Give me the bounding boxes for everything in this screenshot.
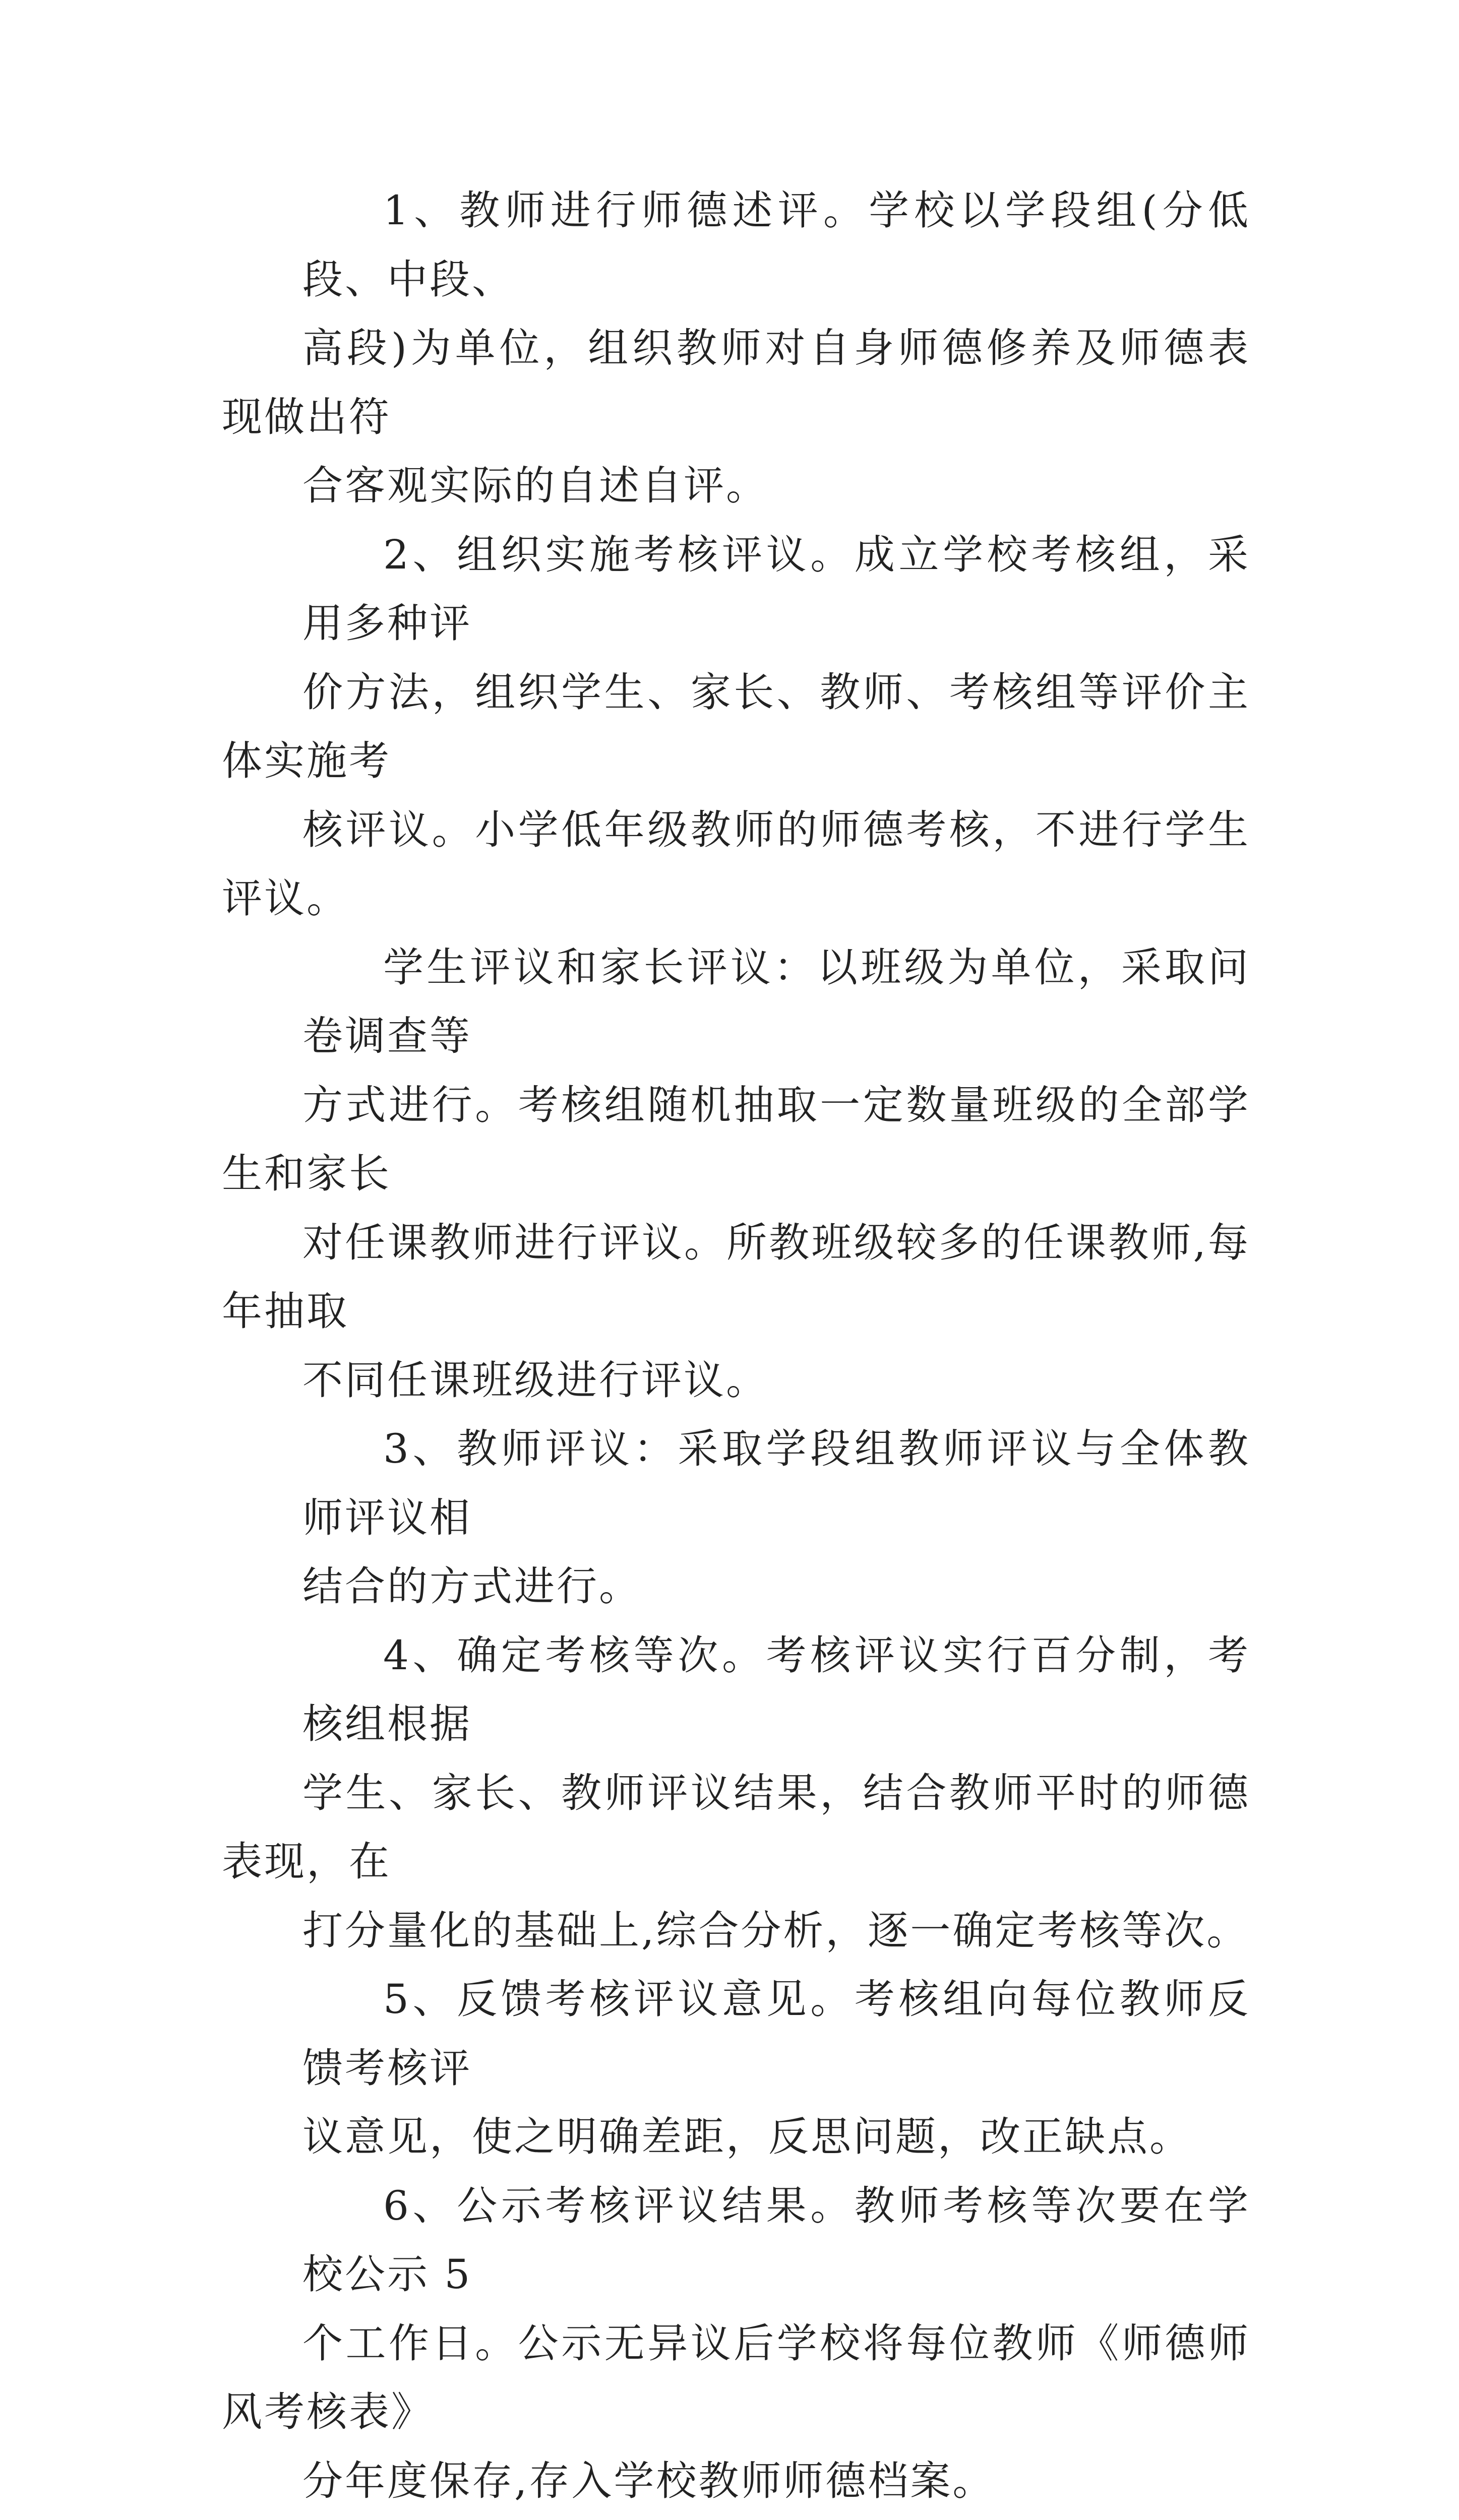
text-line: 议意见，使之明确差距，反思问题，改正缺点。 bbox=[302, 2113, 1192, 2160]
text-line: 打分量化的基础上,综合分析，逐一确定考核等次。 bbox=[302, 1907, 1249, 1954]
text-line: 合客观实际的自述自评。 bbox=[302, 462, 768, 509]
text-line: 5、反馈考核评议意见。考核组向每位教师反馈考核评 bbox=[302, 1976, 1250, 2092]
text-line: 核评议。小学低年级教师的师德考核，不进行学生评议。 bbox=[222, 806, 1250, 922]
document-body bbox=[222, 176, 1250, 2520]
text-line: 价方法，组织学生、家长、教师、考核组等评价主体实施考 bbox=[222, 668, 1250, 784]
text-line: 不同任课班级进行评议。 bbox=[302, 1356, 768, 1404]
paragraph-publicize-results bbox=[222, 2172, 1250, 2516]
text-line: 结合的方式进行。 bbox=[302, 1563, 641, 1610]
text-line: 高段)为单位，组织教师对自身师德修养及师德表现做出符 bbox=[222, 325, 1250, 440]
paragraph-student-parent-review bbox=[222, 933, 1250, 1415]
text-line: 2、组织实施考核评议。成立学校考核组，采用多种评 bbox=[302, 531, 1250, 647]
paragraph-organize-assessment bbox=[222, 521, 1250, 933]
text-line: 方式进行。考核组随机抽取一定数量班级的全部学生和家长 bbox=[222, 1081, 1250, 1197]
text-line: 学生、家长、教师评议结果，结合教师平时的师德表现，在 bbox=[222, 1769, 1250, 1885]
paragraph-feedback bbox=[222, 1965, 1250, 2172]
text-line: 6、公示考核评议结果。教师考核等次要在学校公示 5 bbox=[302, 2182, 1250, 2298]
text-line: 4、确定考核等次。考核评议实行百分制，考核组根据 bbox=[302, 1631, 1250, 1747]
text-line: 分年度保存,存入学校教师师德档案。 bbox=[302, 2457, 995, 2504]
text-line: 1、教师进行师德述评。学校以学段组(分低段、中段、 bbox=[302, 187, 1250, 303]
paragraph-teacher-self-review bbox=[222, 176, 1250, 521]
paragraph-determine-grade bbox=[222, 1621, 1250, 1966]
text-line: 3、教师评议：采取学段组教师评议与全体教师评议相 bbox=[302, 1425, 1250, 1541]
section-heading-assessment-levels bbox=[222, 2515, 1250, 2520]
text-line: 个工作日。公示无异议后学校将每位教师《师德师风考核表》 bbox=[222, 2319, 1250, 2435]
text-line bbox=[222, 2515, 1250, 2520]
paragraph-teacher-review bbox=[222, 1415, 1250, 1621]
text-line: 对任课教师进行评议。所教班级较多的任课教师,每年抽取 bbox=[222, 1219, 1250, 1335]
text-line: 学生评议和家长评议：以班级为单位，采取问卷调查等 bbox=[302, 943, 1250, 1059]
